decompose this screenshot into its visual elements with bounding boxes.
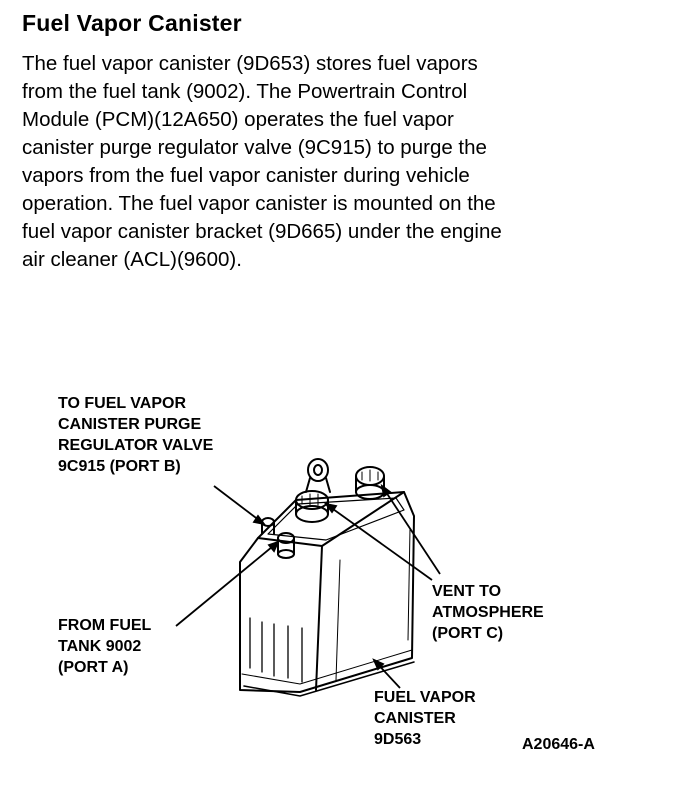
vent-cap-left [296, 491, 328, 522]
label-vent-port-c: VENT TO ATMOSPHERE (PORT C) [432, 583, 544, 642]
paragraph-line: fuel vapor canister bracket (9D665) under the engine [22, 220, 502, 243]
paragraph-line: Module (PCM)(12A650) operates the fuel vapor [22, 108, 454, 131]
leader-vent-right [382, 486, 440, 574]
paragraph-line: air cleaner (ACL)(9600). [22, 248, 242, 271]
paragraph-line: operation. The fuel vapor canister is mounted on the [22, 192, 496, 215]
canister-ribs [250, 618, 302, 682]
canister-loop [306, 459, 330, 492]
paragraph-line: The fuel vapor canister (9D653) stores fuel vapors [22, 52, 478, 75]
label-purge-valve-port-b: TO FUEL VAPOR CANISTER PURGE REGULATOR VALVE 9C915 (PORT B) [58, 395, 214, 475]
leader-vent-left [326, 504, 432, 580]
canister-body [240, 492, 414, 692]
label-canister: FUEL VAPOR CANISTER 9D563 [374, 689, 476, 748]
page-title: Fuel Vapor Canister [22, 10, 242, 36]
canister-front-edge [316, 546, 322, 690]
label-fuel-tank-port-a: FROM FUEL TANK 9002 (PORT A) [58, 617, 152, 676]
paragraph-line: vapors from the fuel vapor canister during vehicle [22, 164, 470, 187]
paragraph-line: from the fuel tank (9002). The Powertrain Control [22, 80, 468, 103]
leader-port-a [176, 542, 278, 626]
figure-id: A20646-A [522, 736, 595, 753]
paragraph-line: canister purge regulator valve (9C915) to purge the [22, 136, 487, 159]
